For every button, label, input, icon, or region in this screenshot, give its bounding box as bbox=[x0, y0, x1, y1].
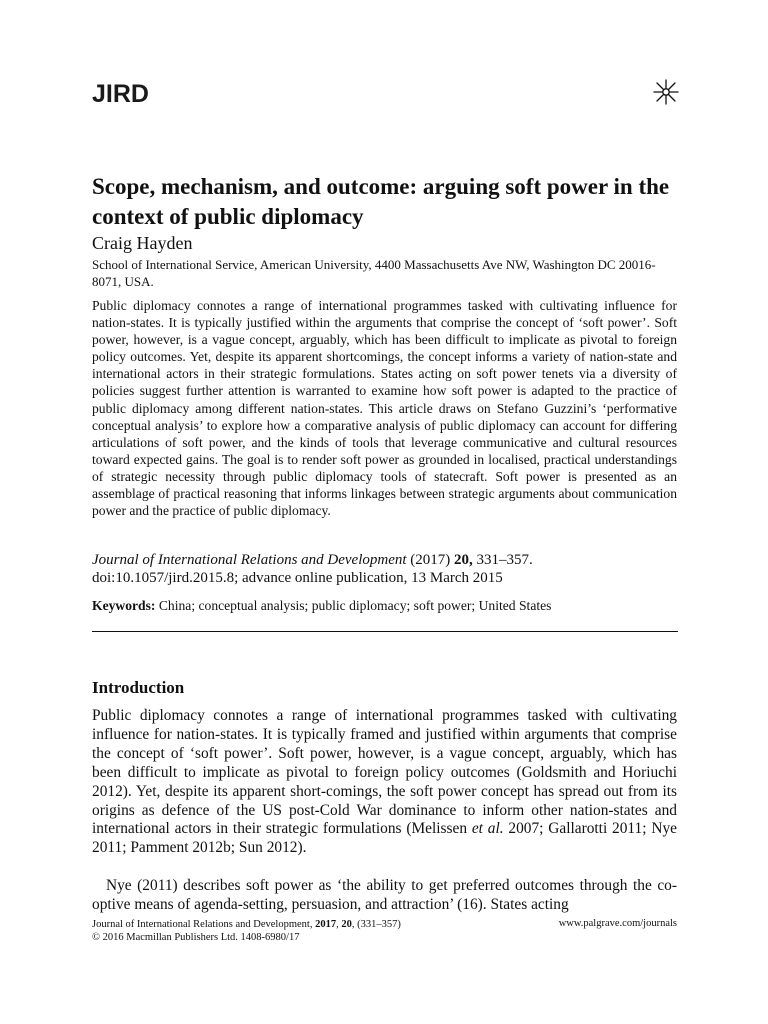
et-al: et al. bbox=[471, 820, 504, 838]
footer-year: 2017 bbox=[315, 919, 337, 930]
keywords-value: China; conceptual analysis; public diplomacy; soft power; United States bbox=[158, 598, 552, 613]
author-name: Craig Hayden bbox=[92, 233, 193, 253]
footer-volume: 20 bbox=[341, 919, 352, 930]
keywords-label: Keywords: bbox=[92, 598, 156, 613]
palgrave-asterisk-icon bbox=[652, 78, 680, 106]
citation-volume: 20, bbox=[454, 552, 473, 568]
paragraph-text: Public diplomacy connotes a range of international programmes tasked with cultivating influence for nation-states. It is typically framed and justified within arguments that comprise the concept of ‘soft power’. Soft power, however, is a vague concept, arguably, which has been difficult to implicate as pivotal to foreign policy outcomes (Goldsmith and Horiuchi 2012). Yet, despite its apparent short-comings, the soft power concept has spread out from its origins as defence of the US post-Cold War dominance to inform other nation-states and international actors in their strategic formulations (Melissen bbox=[92, 707, 677, 838]
citation-pages: 331–357. bbox=[476, 552, 533, 568]
section-divider bbox=[92, 631, 678, 632]
citation bbox=[92, 551, 682, 587]
footer-journal-line: Journal of International Relations and Development, 2017, 20, (331–357) bbox=[92, 919, 401, 930]
footer-url[interactable]: www.palgrave.com/journals bbox=[558, 918, 677, 929]
abstract: Public diplomacy connotes a range of international programmes tasked with cultivating influence for nation-states. It is typically justified within the arguments that comprise the concept of ‘soft power’. Soft power, however, is a vague concept, arguably, which has been difficult to implicate as pivotal to foreign policy outcomes. Yet, despite its apparent shortcomings, the concept informs a variety of nation-state and international actors in their strategic formulations. States acting on soft power tenets via a diversity of policies suggest further attention is warranted to examine how soft power is adapted to the practice of public diplomacy among different nation-states. This article draws on Stefano Guzzini’s ‘performative conceptual analysis’ to explore how a comparative analysis of public diplomacy can account for differing articulations of soft power, and the kinds of tools that leverage communicative and cultural resources toward expected gains. The goal is to render soft power as grounded in localised, practical understandings of strategic necessity through public diplomacy tools of statecraft. Soft power is presented as an assemblage of practical reasoning that informs linkages between strategic arguments about communication power and the practice of public diplomacy. bbox=[92, 298, 677, 519]
body-paragraph: Nye (2011) describes soft power as ‘the ability to get preferred outcomes through the co-optive means of agenda-setting, persuasion, and attraction’ (16). States acting bbox=[92, 877, 677, 913]
footer-citation bbox=[92, 918, 401, 944]
article-title: Scope, mechanism, and outcome: arguing soft power in the context of public diplomacy bbox=[92, 174, 670, 229]
journal-logo: JIRD bbox=[92, 80, 149, 108]
footer-journal: Journal of International Relations and Development, bbox=[92, 919, 313, 930]
citation-doi: doi:10.1057/jird.2015.8; advance online publication, 13 March 2015 bbox=[92, 570, 503, 586]
keywords bbox=[92, 598, 551, 614]
citation-year: (2017) bbox=[410, 552, 451, 568]
paragraph-text: 2007; Gallarotti 2011; Nye 2011; Pamment 2012b; Sun 2012). bbox=[92, 820, 677, 857]
citation-journal: Journal of International Relations and Development bbox=[92, 552, 407, 568]
author-affiliation: School of International Service, American University, 4400 Massachusetts Ave NW, Washington DC 20016-8071, USA. bbox=[92, 257, 656, 289]
body-paragraph bbox=[92, 707, 677, 858]
citation-line bbox=[92, 551, 682, 569]
footer-copyright: © 2016 Macmillan Publishers Ltd. 1408-6980/17 bbox=[92, 932, 300, 943]
section-heading: Introduction bbox=[92, 678, 185, 697]
footer-pages: (331–357) bbox=[357, 919, 401, 930]
